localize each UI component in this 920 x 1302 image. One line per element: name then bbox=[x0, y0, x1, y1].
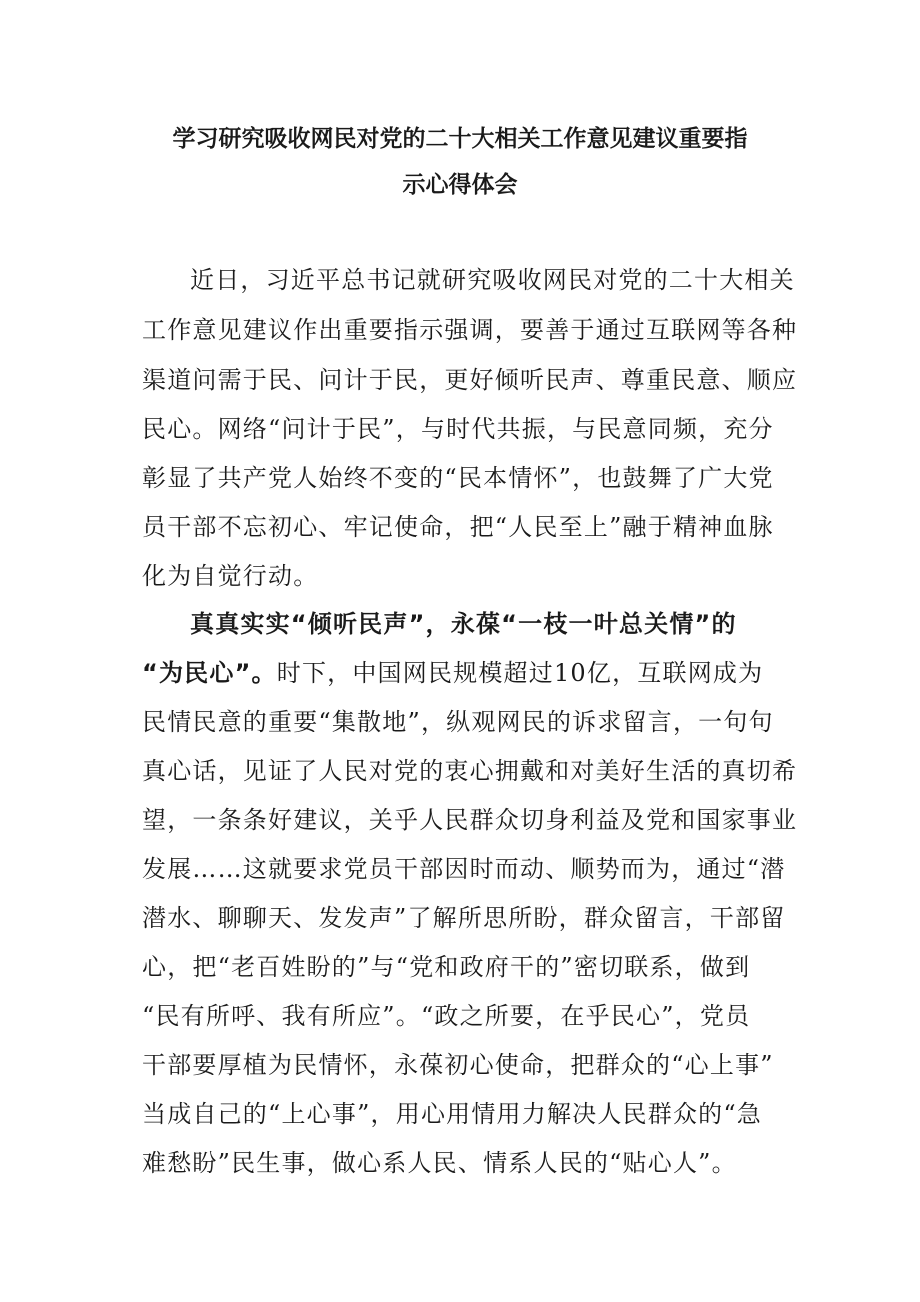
paragraph-2-line: 心，把“老百姓盼的”与“党和政府干的”密切联系，做到 bbox=[142, 953, 751, 981]
paragraph-2-line: 潜水、聊聊天、发发声”了解所思所盼，群众留言，干部留 bbox=[142, 904, 786, 932]
paragraph-1-line: 近日，习近平总书记就研究吸收网民对党的二十大相关 bbox=[190, 266, 795, 294]
document-title-line-2: 示心得体会 bbox=[402, 172, 518, 198]
paragraph-2-line: 真心话，见证了人民对党的衷心拥戴和对美好生活的真切希 bbox=[142, 757, 798, 785]
paragraph-2-line: 干部要厚植为民情怀，永葆初心使命，把群众的“心上事” bbox=[142, 1051, 774, 1079]
paragraph-2-line: 难愁盼”民生事，做心系人民、情系人民的“贴心人”。 bbox=[142, 1149, 737, 1177]
paragraph-2-line: 发展……这就要求党员干部因时而动、顺势而为，通过“潜 bbox=[142, 855, 786, 883]
paragraph-1-line: 彰显了共产党人始终不变的“民本情怀”，也鼓舞了广大党 bbox=[142, 464, 774, 492]
paragraph-2-line: 民情民意的重要“集散地”，纵观网民的诉求留言，一句句 bbox=[142, 708, 774, 736]
paragraph-2-line: 当成自己的“上心事”，用心用情用力解决人民群众的“急 bbox=[142, 1100, 763, 1128]
paragraph-2-line: 望，一条条好建议，关乎人民群众切身利益及党和国家事业 bbox=[142, 806, 798, 834]
paragraph-2-line: “民有所呼、我有所应”。“政之所要，在乎民心”，党员 bbox=[142, 1002, 751, 1030]
paragraph-1-line: 民心。网络“问计于民”，与时代共振，与民意同频，充分 bbox=[142, 415, 774, 443]
document-title-line-1: 学习研究吸收网民对党的二十大相关工作意见建议重要指 bbox=[172, 126, 748, 152]
paragraph-1-line: 员干部不忘初心、牢记使命，把“人民至上”融于精神血脉 bbox=[142, 513, 774, 541]
paragraph-2-heading: 真真实实“倾听民声”，永葆“一枝一叶总关情”的 bbox=[190, 610, 737, 638]
paragraph-1-line: 工作意见建议作出重要指示强调，要善于通过互联网等各种 bbox=[142, 316, 798, 344]
paragraph-1-line: 化为自觉行动。 bbox=[142, 562, 319, 590]
paragraph-2-line bbox=[142, 649, 763, 697]
paragraph-2-heading-end: “为民心”。 bbox=[142, 659, 277, 687]
paragraph-2-text: 时下，中国网民规模超过10亿，互联网成为 bbox=[276, 659, 764, 687]
paragraph-1-line: 渠道问需于民、问计于民，更好倾听民声、尊重民意、顺应 bbox=[142, 366, 798, 394]
